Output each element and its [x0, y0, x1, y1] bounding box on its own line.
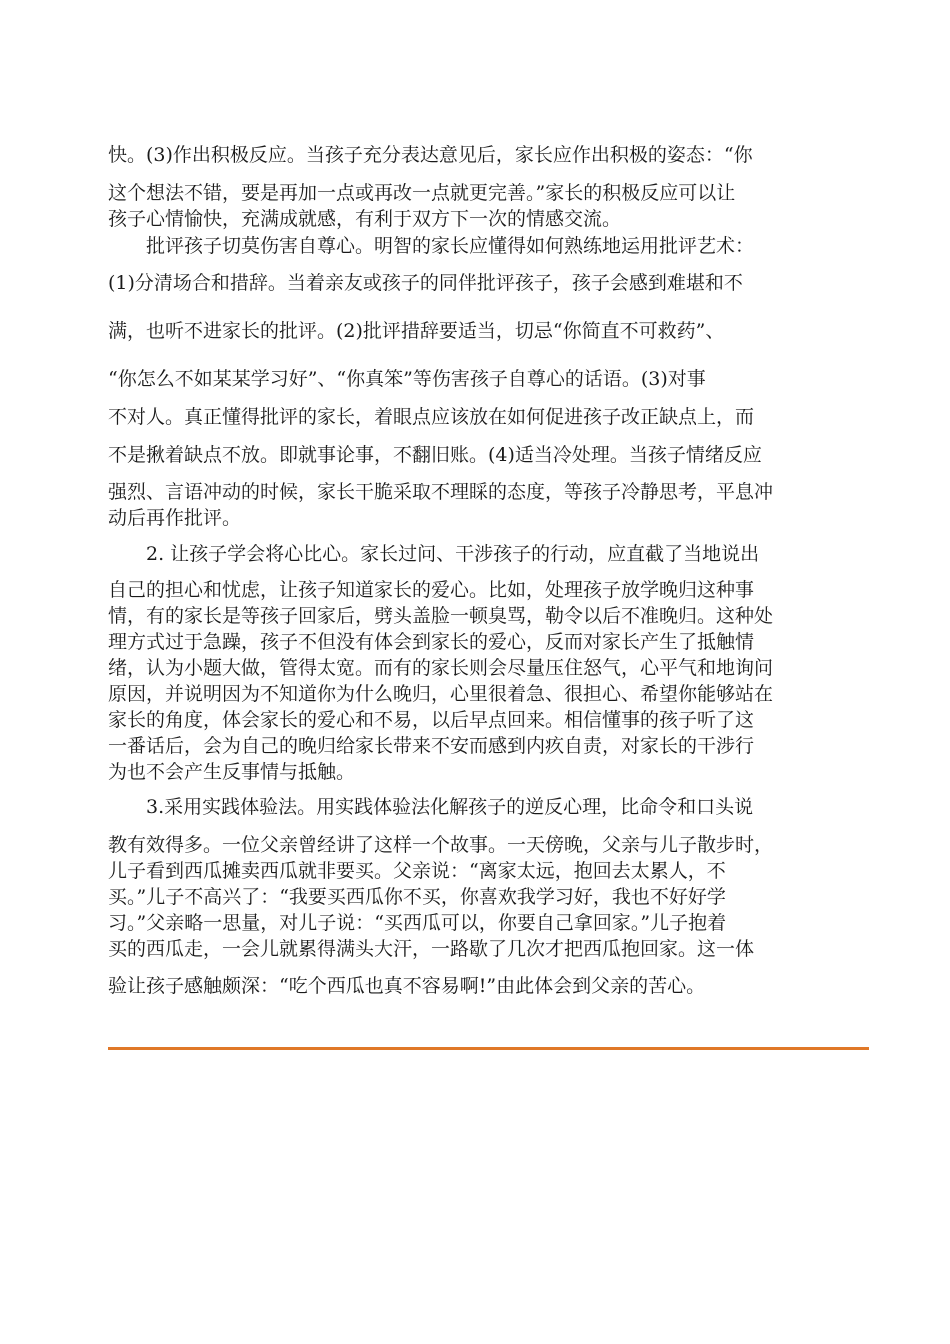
text-line: 买。”儿子不高兴了：“我要买西瓜你不买，你喜欢我学习好，我也不好好学 — [108, 886, 726, 908]
text-line: 自己的担心和忧虑，让孩子知道家长的爱心。比如，处理孩子放学晚归这种事 — [108, 579, 755, 601]
text-line: 满，也听不进家长的批评。(2)批评措辞要适当，切忌“你简直不可救药”、 — [108, 320, 725, 342]
text-line: “你怎么不如某某学习好”、“你真笨”等伤害孩子自尊心的话语。(3)对事 — [108, 368, 706, 390]
text-line: 不对人。真正懂得批评的家长，着眼点应该放在如何促进孩子改正缺点上，而 — [108, 406, 755, 428]
text-line: 这个想法不错，要是再加一点或再改一点就更完善。”家长的积极反应可以让 — [108, 182, 736, 204]
text-line: 理方式过于急躁，孩子不但没有体会到家长的爱心，反而对家长产生了抵触情 — [108, 631, 755, 653]
text-line: 情，有的家长是等孩子回家后，劈头盖脸一顿臭骂，勒令以后不准晚归。这种处 — [108, 605, 774, 627]
text-line: (1)分清场合和措辞。当着亲友或孩子的同伴批评孩子，孩子会感到难堪和不 — [108, 272, 743, 294]
text-line: 快。(3)作出积极反应。当孩子充分表达意见后，家长应作出积极的姿态：“你 — [108, 144, 753, 166]
text-line: 儿子看到西瓜摊卖西瓜就非要买。父亲说：“离家太远，抱回去太累人，不 — [108, 860, 726, 882]
text-line: 绪，认为小题大做，管得太宽。而有的家长则会尽量压住怒气，心平气和地询问 — [108, 657, 774, 679]
text-line: 教有效得多。一位父亲曾经讲了这样一个故事。一天傍晚，父亲与儿子散步时， — [108, 834, 774, 856]
text-line: 验让孩子感触颇深：“吃个西瓜也真不容易啊!”由此体会到父亲的苦心。 — [108, 975, 706, 997]
text-line: 家长的角度，体会家长的爱心和不易，以后早点回来。相信懂事的孩子听了这 — [108, 709, 755, 731]
text-line: 3.采用实践体验法。用实践体验法化解孩子的逆反心理，比命令和口头说 — [108, 796, 754, 818]
text-line: 动后再作批评。 — [108, 507, 242, 529]
text-line: 为也不会产生反事情与抵触。 — [108, 761, 356, 783]
text-line: 2. 让孩子学会将心比心。家长过问、干涉孩子的行动，应直截了当地说出 — [108, 543, 760, 565]
text-line: 不是揪着缺点不放。即就事论事，不翻旧账。(4)适当冷处理。当孩子情绪反应 — [108, 444, 762, 466]
text-line: 习。”父亲略一思量，对儿子说：“买西瓜可以，你要自己拿回家。”儿子抱着 — [108, 912, 727, 934]
text-line: 一番话后，会为自己的晚归给家长带来不安而感到内疚自责，对家长的干涉行 — [108, 735, 755, 757]
footer-divider — [108, 1047, 869, 1050]
text-line: 买的西瓜走，一会儿就累得满头大汗，一路歇了几次才把西瓜抱回家。这一体 — [108, 938, 755, 960]
text-line: 批评孩子切莫伤害自尊心。明智的家长应懂得如何熟练地运用批评艺术： — [108, 235, 755, 257]
text-line: 原因，并说明因为不知道你为什么晚归，心里很着急、很担心、希望你能够站在 — [108, 683, 774, 705]
text-line: 孩子心情愉快，充满成就感，有利于双方下一次的情感交流。 — [108, 208, 622, 230]
text-line: 强烈、言语冲动的时候，家长干脆采取不理睬的态度，等孩子冷静思考，平息冲 — [108, 481, 774, 503]
